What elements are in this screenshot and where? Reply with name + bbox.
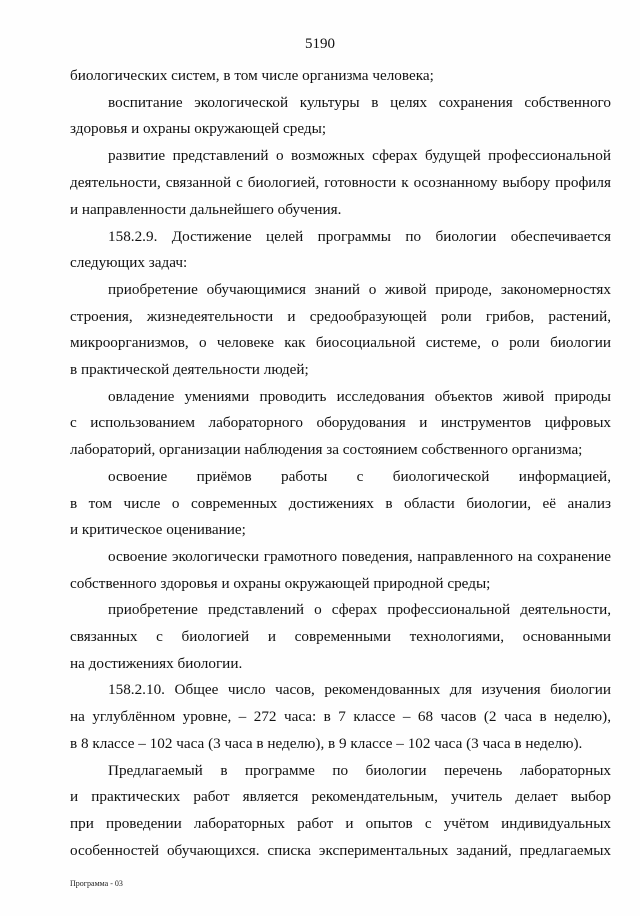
text-line: на достижениях биологии.: [70, 655, 243, 672]
text-line: строения, жизнедеятельности и средообразующей роли грибов, растений,: [70, 308, 611, 325]
text-line: следующих задач:: [70, 254, 188, 271]
text-line: особенностей обучающихся. списка экспериментальных заданий, предлагаемых: [70, 842, 611, 859]
footer-label: Программа - 03: [70, 879, 123, 888]
text-line: и практических работ является рекомендательным, учитель делает выбор: [70, 788, 611, 805]
text-line: развитие представлений о возможных сферах будущей профессиональной: [108, 147, 611, 164]
text-line: освоение приёмов работы с биологической информацией,: [108, 468, 611, 485]
text-line: 158.2.9. Достижение целей программы по биологии обеспечивается: [108, 228, 611, 245]
text-line: приобретение обучающимися знаний о живой природе, закономерностях: [108, 281, 611, 298]
text-line: при проведении лабораторных работ и опытов с учётом индивидуальных: [70, 815, 611, 832]
text-line: в том числе о современных достижениях в области биологии, её анализ: [70, 495, 611, 512]
text-line: в 8 классе – 102 часа (3 часа в неделю), в 9 классе – 102 часа (3 часа в неделю).: [70, 735, 583, 752]
text-line: в практической деятельности людей;: [70, 361, 309, 378]
text-line: 158.2.10. Общее число часов, рекомендованных для изучения биологии: [108, 681, 611, 698]
text-line: приобретение представлений о сферах профессиональной деятельности,: [108, 601, 611, 618]
text-line: и критическое оценивание;: [70, 521, 246, 538]
text-line: Предлагаемый в программе по биологии перечень лабораторных: [108, 762, 611, 779]
text-line: собственного здоровья и охраны окружающей природной среды;: [70, 575, 491, 592]
text-line: биологических систем, в том числе организма человека;: [70, 67, 434, 84]
text-line: овладение умениями проводить исследования объектов живой природы: [108, 388, 611, 405]
text-line: воспитание экологической культуры в целях сохранения собственного: [108, 94, 611, 111]
text-line: лабораторий, организации наблюдения за состоянием собственного организма;: [70, 441, 583, 458]
text-line: с использованием лабораторного оборудования и инструментов цифровых: [70, 414, 611, 431]
text-line: освоение экологически грамотного поведения, направленного на сохранение: [108, 548, 611, 565]
text-line: связанных с биологией и современными технологиями, основанными: [70, 628, 611, 645]
text-line: деятельности, связанной с биологией, готовности к осознанному выбору профиля: [70, 174, 611, 191]
page-number: 5190: [305, 36, 335, 52]
text-line: и направленности дальнейшего обучения.: [70, 201, 342, 218]
text-line: здоровья и охраны окружающей среды;: [70, 120, 327, 137]
text-line: на углублённом уровне, – 272 часа: в 7 классе – 68 часов (2 часа в неделю),: [70, 708, 611, 725]
text-line: микроорганизмов, о человеке как биосоциальной системе, о роли биологии: [70, 334, 611, 351]
